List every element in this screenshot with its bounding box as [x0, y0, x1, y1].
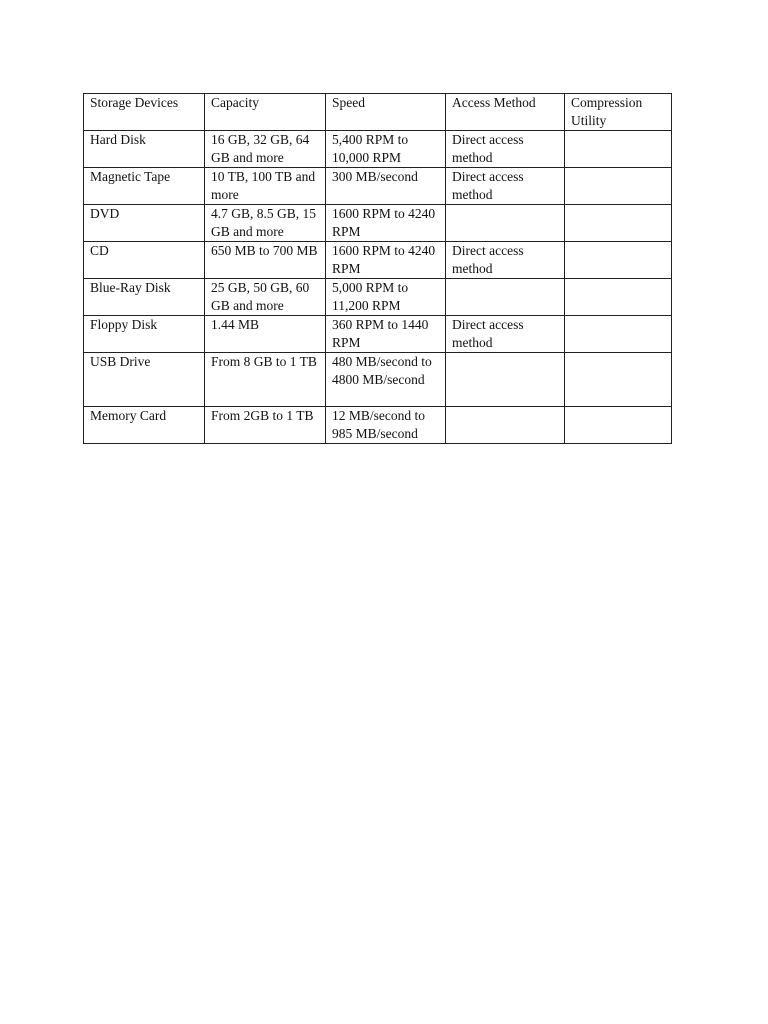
cell-compression-utility — [565, 279, 672, 316]
cell-capacity: 4.7 GB, 8.5 GB, 15 GB and more — [205, 205, 326, 242]
table-row — [84, 279, 672, 316]
cell-capacity: From 8 GB to 1 TB — [205, 353, 326, 407]
cell-capacity: 650 MB to 700 MB — [205, 242, 326, 279]
cell-device: CD — [84, 242, 205, 279]
cell-speed: 5,000 RPM to 11,200 RPM — [326, 279, 446, 316]
table-row — [84, 131, 672, 168]
cell-compression-utility — [565, 131, 672, 168]
cell-device: Magnetic Tape — [84, 168, 205, 205]
cell-speed: 1600 RPM to 4240 RPM — [326, 242, 446, 279]
cell-device: USB Drive — [84, 353, 205, 407]
cell-access-method — [446, 205, 565, 242]
table-header-row — [84, 94, 672, 131]
cell-access-method: Direct access method — [446, 168, 565, 205]
cell-access-method — [446, 353, 565, 407]
header-speed: Speed — [326, 94, 446, 131]
header-storage-devices: Storage Devices — [84, 94, 205, 131]
cell-access-method — [446, 279, 565, 316]
cell-compression-utility — [565, 242, 672, 279]
cell-access-method — [446, 407, 565, 444]
table-row — [84, 316, 672, 353]
cell-access-method: Direct access method — [446, 131, 565, 168]
cell-speed: 360 RPM to 1440 RPM — [326, 316, 446, 353]
cell-capacity: From 2GB to 1 TB — [205, 407, 326, 444]
cell-speed: 480 MB/second to 4800 MB/second — [326, 353, 446, 407]
header-capacity: Capacity — [205, 94, 326, 131]
cell-device: Memory Card — [84, 407, 205, 444]
table-row — [84, 205, 672, 242]
cell-capacity: 1.44 MB — [205, 316, 326, 353]
cell-capacity: 25 GB, 50 GB, 60 GB and more — [205, 279, 326, 316]
cell-device: Blue-Ray Disk — [84, 279, 205, 316]
cell-capacity: 10 TB, 100 TB and more — [205, 168, 326, 205]
cell-device: DVD — [84, 205, 205, 242]
cell-compression-utility — [565, 407, 672, 444]
cell-speed: 12 MB/second to 985 MB/second — [326, 407, 446, 444]
cell-compression-utility — [565, 316, 672, 353]
table-row — [84, 242, 672, 279]
storage-devices-table — [83, 93, 672, 444]
cell-speed: 5,400 RPM to 10,000 RPM — [326, 131, 446, 168]
cell-compression-utility — [565, 353, 672, 407]
cell-device: Hard Disk — [84, 131, 205, 168]
cell-compression-utility — [565, 205, 672, 242]
table-row — [84, 168, 672, 205]
cell-capacity: 16 GB, 32 GB, 64 GB and more — [205, 131, 326, 168]
cell-device: Floppy Disk — [84, 316, 205, 353]
cell-speed: 300 MB/second — [326, 168, 446, 205]
cell-speed: 1600 RPM to 4240 RPM — [326, 205, 446, 242]
cell-access-method: Direct access method — [446, 242, 565, 279]
cell-access-method: Direct access method — [446, 316, 565, 353]
header-compression-utility: Compression Utility — [565, 94, 672, 131]
header-access-method: Access Method — [446, 94, 565, 131]
table-row — [84, 353, 672, 407]
cell-compression-utility — [565, 168, 672, 205]
table-row — [84, 407, 672, 444]
